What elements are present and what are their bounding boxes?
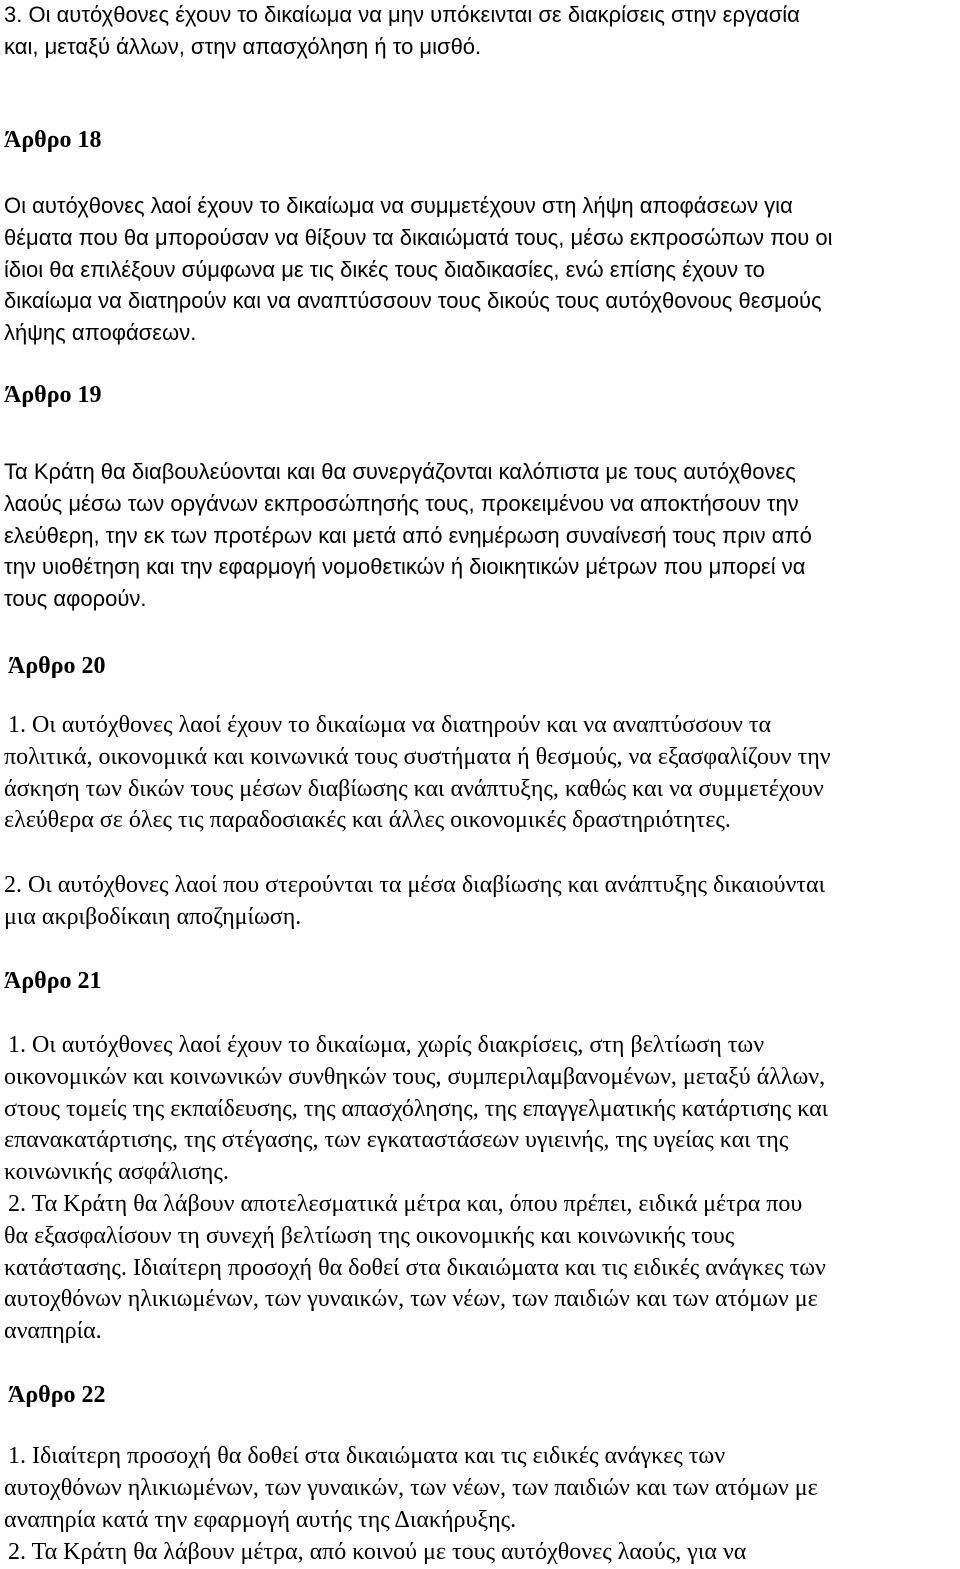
text-line: 2. Οι αυτόχθονες λαοί που στερούνται τα μέσα διαβίωσης και ανάπτυξης δικαιούνται xyxy=(4,872,826,898)
text-line: θα εξασφαλίσουν τη συνεχή βελτίωση της οικονομικής και κοινωνικής τους xyxy=(4,1222,735,1249)
text-line: κατάστασης. Ιδιαίτερη προσοχή θα δοθεί στα δικαιώματα και τις ειδικές ανάγκες των xyxy=(4,1254,826,1281)
text-line: αναπηρία. xyxy=(4,1318,102,1345)
article-22-heading: Άρθρο 22 xyxy=(8,1382,106,1408)
text-line: οικονομικών και κοινωνικών συνθηκών τους, συμπεριλαμβανομένων, μεταξύ άλλων, xyxy=(4,1063,826,1090)
text-line: αυτοχθόνων ηλικιωμένων, των γυναικών, των νέων, των παιδιών και των ατόμων με xyxy=(4,1474,818,1501)
article-20-para-1 xyxy=(4,710,950,837)
article-20-heading: Άρθρο 20 xyxy=(8,653,106,679)
article-19-heading: Άρθρο 19 xyxy=(4,382,102,408)
text-line: Οι αυτόχθονες λαοί έχουν το δικαίωμα να συμμετέχουν στη λήψη αποφάσεων για xyxy=(4,193,793,218)
text-line: επανακατάρτισης, της στέγασης, των εγκαταστάσεων υγιεινής, της υγείας και της xyxy=(4,1127,789,1154)
text-line: την υιοθέτηση και την εφαρμογή νομοθετικών ή διοικητικών μέτρων που μπορεί να xyxy=(4,554,806,580)
text-line: 2. Τα Κράτη θα λάβουν μέτρα, από κοινού με τους αυτόχθονες λαούς, για να xyxy=(8,1539,747,1565)
text-line: Τα Κράτη θα διαβουλεύονται και θα συνεργάζονται καλόπιστα με τους αυτόχθονες xyxy=(4,459,796,484)
text-line: τους αφορούν. xyxy=(4,586,147,612)
text-line: αυτοχθόνων ηλικιωμένων, των γυναικών, των νέων, των παιδιών και των ατόμων με xyxy=(4,1286,818,1313)
article-20-para-2 xyxy=(4,870,950,934)
text-line: λαούς μέσω των οργάνων εκπροσώπησής τους, προκειμένου να αποκτήσουν την xyxy=(4,490,799,516)
text-line: μια ακριβοδίκαιη αποζημίωση. xyxy=(4,903,302,930)
article-22-para-1 xyxy=(4,1441,950,1536)
text-line: δικαίωμα να διατηρούν και να αναπτύσσουν τους δικούς τους αυτόχθονους θεσμούς xyxy=(4,288,822,314)
text-line: κοινωνικής ασφάλισης. xyxy=(4,1159,229,1186)
paragraph-3-continued xyxy=(4,0,950,63)
text-line: 1. Οι αυτόχθονες λαοί έχουν το δικαίωμα να διατηρούν και να αναπτύσσουν τα xyxy=(8,712,772,738)
article-18-heading: Άρθρο 18 xyxy=(4,127,102,153)
text-line: 3. Οι αυτόχθονες έχουν το δικαίωμα να μην υπόκεινται σε διακρίσεις στην εργασία xyxy=(4,2,800,27)
text-line: στους τομείς της εκπαίδευσης, της απασχόλησης, της επαγγελματικής κατάρτισης και xyxy=(4,1095,829,1122)
text-line: ελεύθερη, την εκ των προτέρων και μετά από ενημέρωση συναίνεσή τους πριν από xyxy=(4,522,812,548)
article-21-para-1 xyxy=(4,1030,950,1189)
article-21-heading: Άρθρο 21 xyxy=(4,968,102,994)
text-line: λήψης αποφάσεων. xyxy=(4,320,197,346)
text-line: 1. Οι αυτόχθονες λαοί έχουν το δικαίωμα, χωρίς διακρίσεις, στη βελτίωση των xyxy=(8,1032,765,1058)
text-line: και, μεταξύ άλλων, στην απασχόληση ή το μισθό. xyxy=(4,33,482,59)
article-19-body xyxy=(4,456,950,615)
text-line: ίδιοι θα επιλέξουν σύμφωνα με τις δικές τους διαδικασίες, ενώ επίσης έχουν το xyxy=(4,256,765,282)
text-line: 2. Τα Κράτη θα λάβουν αποτελεσματικά μέτρα και, όπου πρέπει, ειδικά μέτρα που xyxy=(8,1191,803,1217)
article-22-para-2 xyxy=(4,1537,950,1569)
text-line: άσκηση των δικών τους μέσων διαβίωσης και ανάπτυξης, καθώς και να συμμετέχουν xyxy=(4,775,824,802)
article-18-body xyxy=(4,190,950,349)
text-line: ελεύθερα σε όλες τις παραδοσιακές και άλλες οικονομικές δραστηριότητες. xyxy=(4,807,731,834)
text-line: αναπηρία κατά την εφαρμογή αυτής της Διακήρυξης. xyxy=(4,1506,517,1533)
text-line: πολιτικά, οικονομικά και κοινωνικά τους συστήματα ή θεσμούς, να εξασφαλίζουν την xyxy=(4,743,831,770)
article-21-para-2 xyxy=(4,1189,950,1348)
text-line: 1. Ιδιαίτερη προσοχή θα δοθεί στα δικαιώματα και τις ειδικές ανάγκες των xyxy=(8,1443,726,1469)
text-line: θέματα που θα μπορούσαν να θίξουν τα δικαιώματά τους, μέσω εκπροσώπων που οι xyxy=(4,224,833,250)
